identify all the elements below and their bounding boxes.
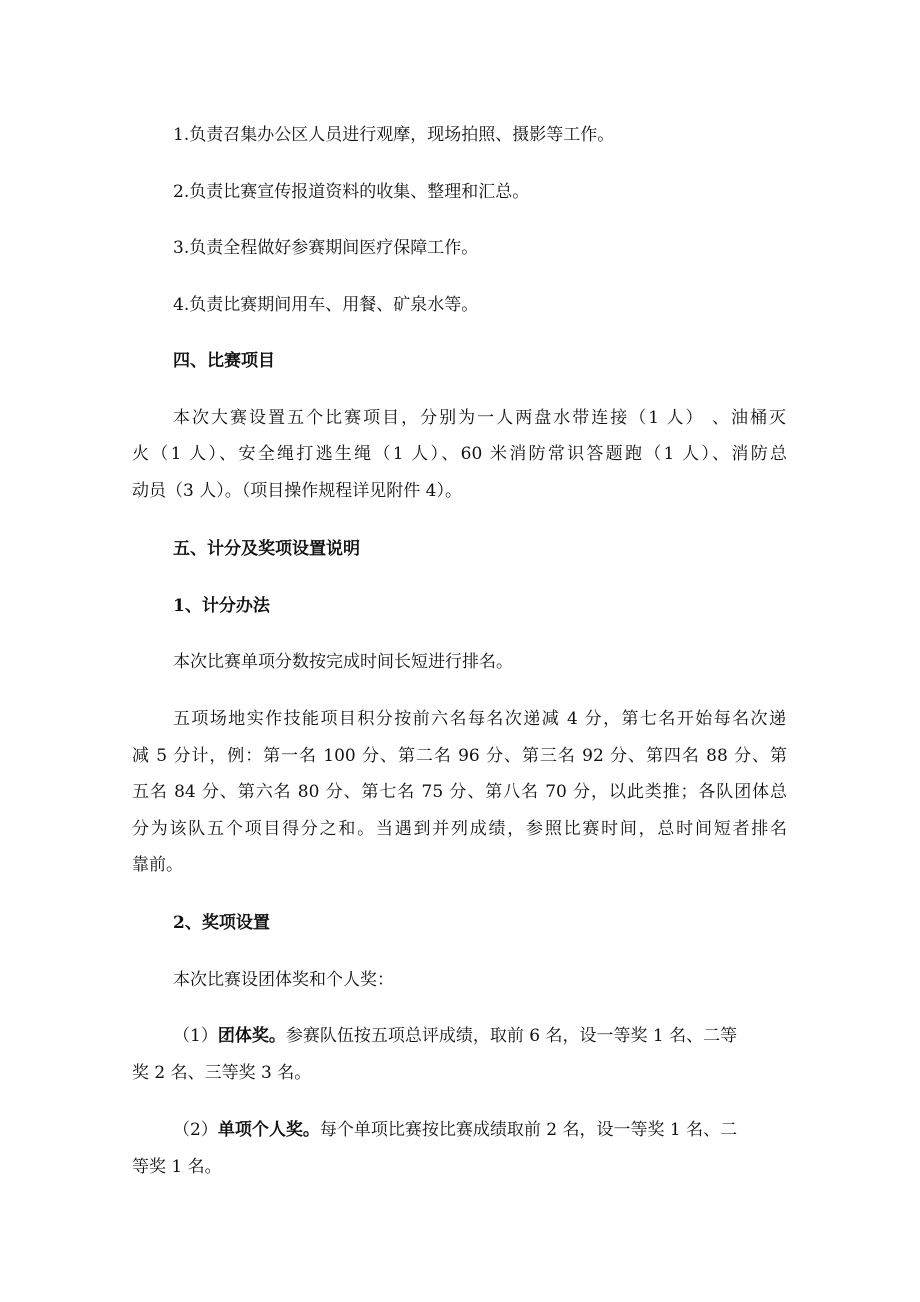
list-item-4: 4.负责比赛期间用车、用餐、矿泉水等。 [173,295,479,315]
award-individual-line [173,1120,737,1140]
award-individual-prefix: （2） [173,1120,218,1140]
subheading-awards: 2、奖项设置 [173,913,270,933]
paragraph-line: 五名 84 分、第六名 80 分、第七名 75 分、第八名 70 分，以此类推；各队团体总 [132,782,787,802]
award-individual-text: 每个单项比赛按比赛成绩取前 2 名，设一等奖 1 名、二 [319,1120,738,1140]
award-individual-title: 单项个人奖。 [217,1120,320,1140]
paragraph: 本次比赛单项分数按完成时间长短进行排名。 [173,652,513,672]
paragraph-line: 靠前。 [132,855,183,875]
section-heading-4: 四、比赛项目 [173,351,275,371]
paragraph-line: 分为该队五个项目得分之和。当遇到并列成绩，参照比赛时间，总时间短者排名 [132,819,787,839]
award-team-title: 团体奖。 [217,1026,286,1046]
paragraph-line: 减 5 分计，例：第一名 100 分、第二名 96 分、第三名 92 分、第四名 88 分、第 [132,746,787,766]
award-team-text: 参赛队伍按五项总评成绩，取前 6 名，设一等奖 1 名、二等 [285,1026,738,1046]
award-team-line [173,1026,737,1046]
paragraph-line: 动员（3 人）。（项目操作规程详见附件 4）。 [132,481,462,501]
section-heading-5: 五、计分及奖项设置说明 [173,539,360,559]
paragraph-line: 等奖 1 名。 [132,1157,222,1177]
award-team-prefix: （1） [173,1026,218,1046]
paragraph-line: 火（1 人）、安全绳打逃生绳（1 人）、60 米消防常识答题跑（1 人）、消防总 [132,444,787,464]
list-item-2: 2.负责比赛宣传报道资料的收集、整理和汇总。 [173,182,530,202]
paragraph-line: 奖 2 名、三等奖 3 名。 [132,1063,312,1083]
paragraph: 本次比赛设团体奖和个人奖： [173,970,394,990]
subheading-scoring: 1、计分办法 [173,596,270,616]
list-item-1: 1.负责召集办公区人员进行观摩，现场拍照、摄影等工作。 [173,125,615,145]
paragraph-line: 五项场地实作技能项目积分按前六名每名次递减 4 分，第七名开始每名次递 [173,709,786,729]
list-item-3: 3.负责全程做好参赛期间医疗保障工作。 [173,238,479,258]
paragraph-line: 本次大赛设置五个比赛项目，分别为一人两盘水带连接（1 人） 、油桶灭 [173,408,786,428]
